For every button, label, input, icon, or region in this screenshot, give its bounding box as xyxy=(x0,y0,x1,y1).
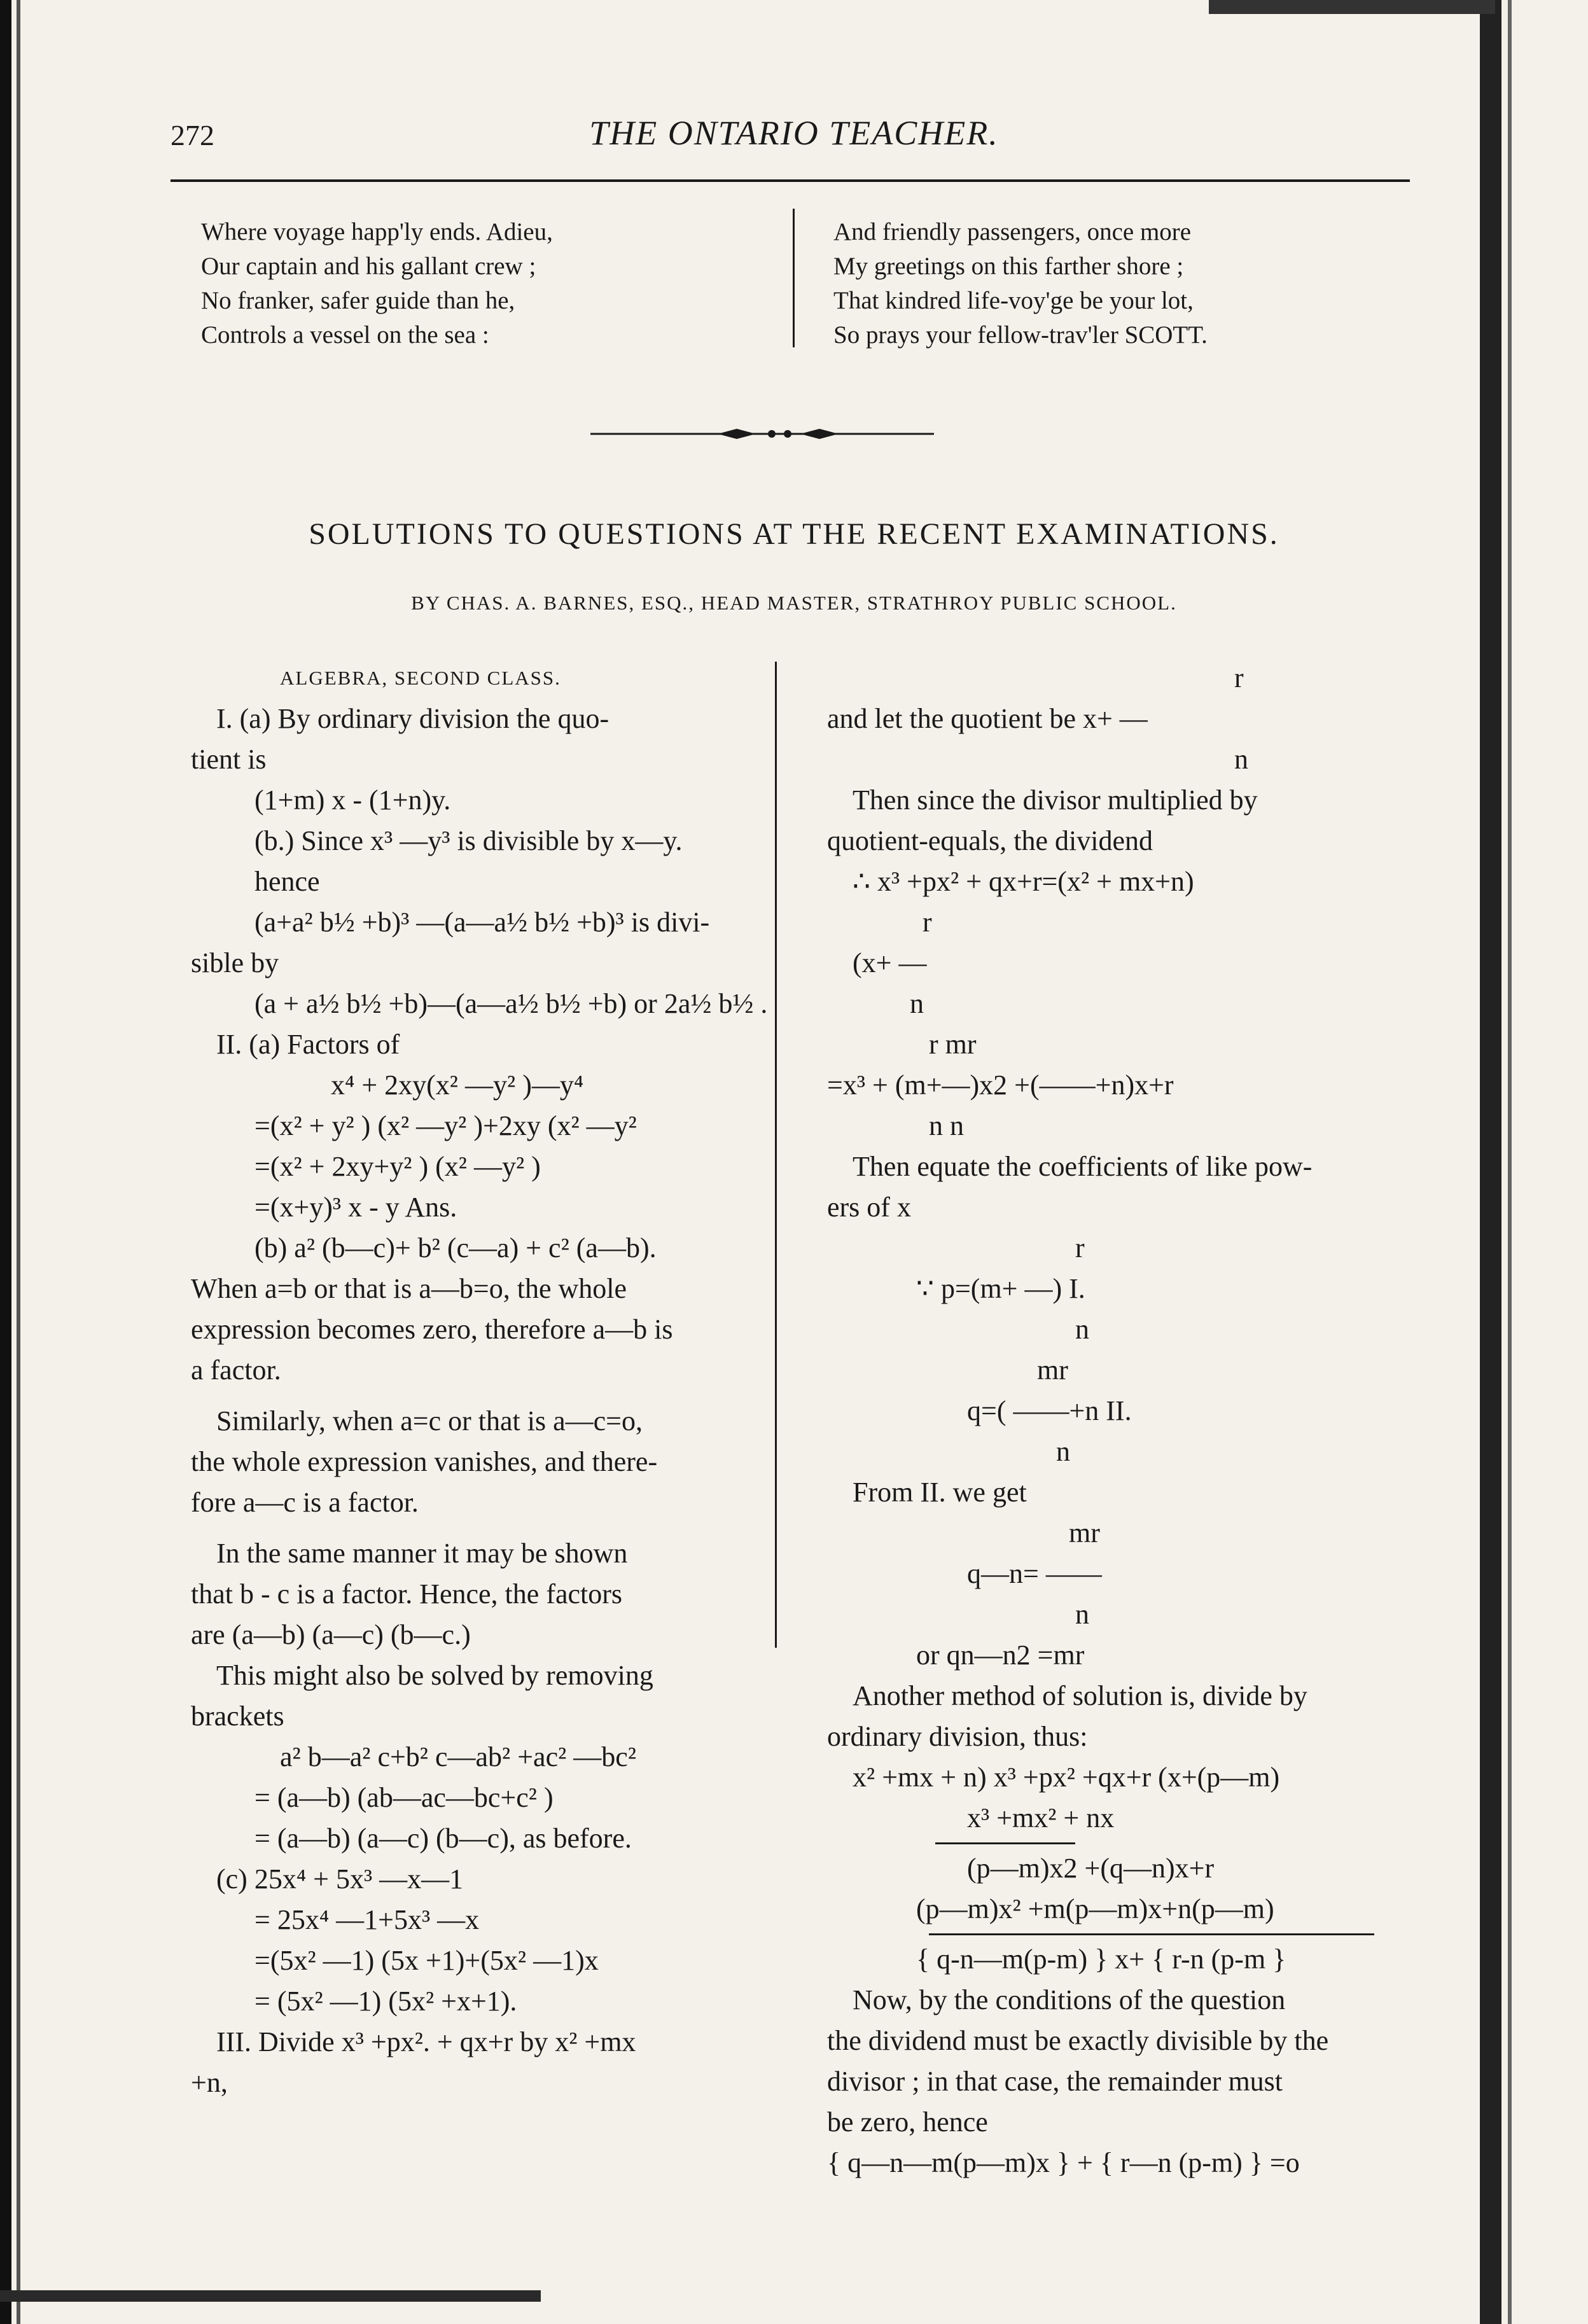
equation-line: { q—n—m(p—m)x } + { r—n (p-m) } =o xyxy=(827,2147,1300,2178)
section-subheading: ALGEBRA, SECOND CLASS. xyxy=(280,667,561,689)
equation-line: or qn—n2 =mr xyxy=(916,1639,1085,1671)
fraction-numerator: r xyxy=(923,907,932,938)
running-title: THE ONTARIO TEACHER. xyxy=(589,114,999,152)
text-line: the dividend must be exactly divisible by the xyxy=(827,2025,1329,2056)
fraction-denominator: n xyxy=(1234,744,1248,775)
equation-line: =(x+y)³ x - y Ans. xyxy=(254,1192,457,1223)
scan-edge-top xyxy=(1209,0,1495,14)
text-line: tient is xyxy=(191,744,267,775)
article-byline: BY CHAS. A. BARNES, ESQ., HEAD MASTER, STRATHROY PUBLIC SCHOOL. xyxy=(411,592,1177,614)
division-line: x² +mx + n) x³ +px² +qx+r (x+(p—m) xyxy=(853,1762,1280,1793)
text-line: When a=b or that is a—b=o, the whole xyxy=(191,1273,627,1304)
equation-line: x⁴ + 2xy(x² —y² )—y⁴ xyxy=(331,1069,584,1101)
text-line: Then since the divisor multiplied by xyxy=(853,784,1258,816)
text-line: +n, xyxy=(191,2067,228,2098)
equation-line: ∴ x³ +px² + qx+r=(x² + mx+n) xyxy=(853,866,1194,897)
fraction-denominator: n xyxy=(1075,1314,1089,1345)
poem-line: That kindred life-voy'ge be your lot, xyxy=(833,287,1194,314)
text-line: and let the quotient be x+ — xyxy=(827,703,1148,734)
text-line: Now, by the conditions of the question xyxy=(853,1984,1286,2015)
scan-edge-left-inner xyxy=(17,0,20,2324)
poem-line: And friendly passengers, once more xyxy=(833,218,1192,246)
ornament-divider xyxy=(590,426,934,442)
fraction-denominator: n xyxy=(910,988,924,1019)
text-line: the whole expression vanishes, and there- xyxy=(191,1446,658,1477)
text-line: From II. we get xyxy=(853,1477,1027,1508)
text-line: a factor. xyxy=(191,1354,281,1386)
text-line: (b.) Since x³ —y³ is divisible by x—y. xyxy=(254,825,683,856)
fraction-numerator: r mr xyxy=(929,1029,977,1060)
equation-line: = (a—b) (a—c) (b—c), as before. xyxy=(254,1823,632,1854)
text-line: divisor ; in that case, the remainder must xyxy=(827,2066,1283,2097)
column-divider xyxy=(775,662,777,1648)
scan-edge-left xyxy=(0,0,11,2324)
text-line: fore a—c is a factor. xyxy=(191,1487,419,1518)
division-rule xyxy=(935,1842,1075,1844)
fraction-denominator: n xyxy=(1056,1436,1070,1467)
equation-line: (c) 25x⁴ + 5x³ —x—1 xyxy=(216,1863,464,1895)
equation-line: = (a—b) (ab—ac—bc+c² ) xyxy=(254,1782,554,1813)
poem-line: My greetings on this farther shore ; xyxy=(833,253,1184,280)
text-line: brackets xyxy=(191,1701,284,1732)
text-line: ordinary division, thus: xyxy=(827,1721,1088,1752)
equation-line: =x³ + (m+—)x2 +(——+n)x+r xyxy=(827,1069,1174,1101)
poem-left-stanza xyxy=(201,215,553,352)
text-line: quotient-equals, the dividend xyxy=(827,825,1153,856)
poem-line: Our captain and his gallant crew ; xyxy=(201,253,536,280)
text-line: In the same manner it may be shown xyxy=(216,1538,628,1569)
division-line: (p—m)x2 +(q—n)x+r xyxy=(967,1853,1215,1884)
right-column xyxy=(827,658,1412,2183)
text-line: Another method of solution is, divide by xyxy=(853,1680,1307,1711)
equation-line: (x+ — xyxy=(853,947,927,978)
equation-line: a² b—a² c+b² c—ab² +ac² —bc² xyxy=(280,1741,637,1772)
text-line: II. (a) Factors of xyxy=(216,1029,400,1060)
scan-edge-right-inner xyxy=(1508,0,1512,2324)
equation-line: = (5x² —1) (5x² +x+1). xyxy=(254,1986,517,2017)
equation-line: (a + a½ b½ +b)—(a—a½ b½ +b) or 2a½ b½ . xyxy=(254,988,768,1019)
poem-divider xyxy=(793,209,795,347)
fraction-numerator: r xyxy=(1234,662,1244,693)
left-column xyxy=(191,658,768,2103)
article-title: SOLUTIONS TO QUESTIONS AT THE RECENT EXAMINATIONS. xyxy=(309,517,1279,551)
equation-line: (a+a² b½ +b)³ —(a—a½ b½ +b)³ is divi- xyxy=(254,907,710,938)
header-rule xyxy=(171,179,1410,182)
text-line: that b - c is a factor. Hence, the factors xyxy=(191,1578,623,1610)
text-line: ers of x xyxy=(827,1192,911,1223)
fraction-denominator: n n xyxy=(929,1110,964,1141)
equation-line: =(x² + y² ) (x² —y² )+2xy (x² —y² xyxy=(254,1110,637,1141)
equation-line: =(x² + 2xy+y² ) (x² —y² ) xyxy=(254,1151,541,1182)
division-rule xyxy=(929,1933,1374,1935)
poem-line: Where voyage happ'ly ends. Adieu, xyxy=(201,218,553,246)
fraction-numerator: mr xyxy=(1037,1354,1068,1386)
fraction-numerator: mr xyxy=(1069,1517,1100,1548)
division-remainder: { q-n—m(p-m) } x+ { r-n (p-m } xyxy=(916,1944,1286,1975)
text-line: This might also be solved by removing xyxy=(216,1660,653,1691)
text-line: III. Divide x³ +px². + qx+r by x² +mx xyxy=(216,2026,636,2057)
poem-line: Controls a vessel on the sea : xyxy=(201,321,489,349)
equation-line: (b) a² (b—c)+ b² (c—a) + c² (a—b). xyxy=(254,1232,657,1263)
equation-line: =(5x² —1) (5x +1)+(5x² —1)x xyxy=(254,1945,599,1976)
text-line: be zero, hence xyxy=(827,2106,988,2138)
page-number: 272 xyxy=(171,119,214,151)
fraction-numerator: r xyxy=(1075,1232,1085,1263)
equation-line: = 25x⁴ —1+5x³ —x xyxy=(254,1904,480,1935)
division-line: x³ +mx² + nx xyxy=(967,1802,1115,1833)
equation-line: ∵ p=(m+ —) I. xyxy=(916,1273,1085,1304)
text-line: Similarly, when a=c or that is a—c=o, xyxy=(216,1405,643,1437)
fraction-denominator: n xyxy=(1075,1599,1089,1630)
poem-line: No franker, safer guide than he, xyxy=(201,287,515,314)
scan-edge-right xyxy=(1480,0,1501,2324)
text-line: sible by xyxy=(191,947,279,978)
poem-right-stanza xyxy=(833,215,1208,352)
text-line: are (a—b) (a—c) (b—c.) xyxy=(191,1619,471,1650)
scan-edge-bottom xyxy=(0,2290,541,2302)
text-line: I. (a) By ordinary division the quo- xyxy=(216,703,609,734)
equation-line: (1+m) x - (1+n)y. xyxy=(254,784,451,816)
text-line: hence xyxy=(254,866,320,897)
division-line: (p—m)x² +m(p—m)x+n(p—m) xyxy=(916,1893,1274,1924)
text-line: Then equate the coefficients of like pow- xyxy=(853,1151,1313,1182)
text-line: expression becomes zero, therefore a—b is xyxy=(191,1314,673,1345)
equation-line: q—n= —— xyxy=(967,1558,1102,1589)
poem-line: So prays your fellow-trav'ler SCOTT. xyxy=(833,321,1208,349)
equation-line: q=( ——+n II. xyxy=(967,1395,1132,1426)
